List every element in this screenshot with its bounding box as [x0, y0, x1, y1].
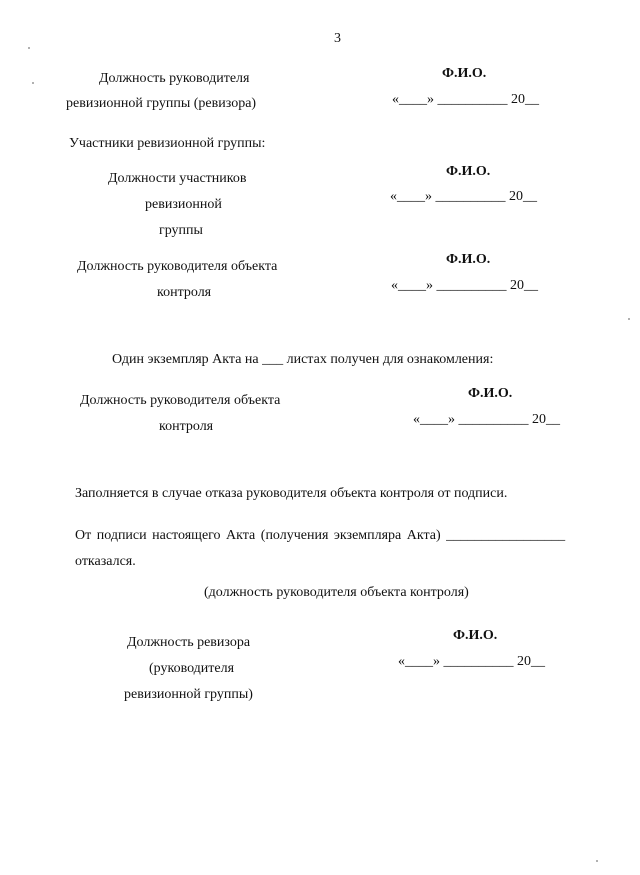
- scan-speck: [628, 318, 630, 320]
- scan-speck: [32, 82, 34, 84]
- scan-speck: [596, 860, 598, 862]
- participants-position-line3: группы: [159, 223, 203, 238]
- recipient-position-line2: контроля: [159, 419, 214, 434]
- refusal-statement-line2: отказался.: [75, 554, 136, 569]
- head-position-line1: Должность руководителя: [99, 71, 250, 86]
- auditor-position-line2: (руководителя: [149, 661, 235, 676]
- refusal-note: Заполняется в случае отказа руководителя объекта контроля от подписи.: [75, 486, 508, 501]
- auditor-date-field: «____» __________ 20__: [398, 654, 545, 669]
- auditor-position-line3: ревизионной группы): [124, 687, 253, 702]
- page-number: 3: [334, 31, 341, 46]
- refusal-statement-line1: От подписи настоящего Акта (получения экземпляра Акта) _________________: [75, 528, 566, 543]
- recipient-date-field: «____» __________ 20__: [413, 412, 560, 427]
- recipient-fio-label: Ф.И.О.: [468, 386, 513, 401]
- object-head-date-field: «____» __________ 20__: [391, 278, 538, 293]
- object-head-position-line2: контроля: [157, 285, 212, 300]
- head-date-field: «____» __________ 20__: [392, 92, 539, 107]
- object-head-fio-label: Ф.И.О.: [446, 252, 491, 267]
- copy-received-text: Один экземпляр Акта на ___ листах получен для ознакомления:: [112, 352, 494, 367]
- refusal-position-caption: (должность руководителя объекта контроля): [204, 585, 469, 600]
- recipient-position-line1: Должность руководителя объекта: [80, 393, 281, 408]
- participants-date-field: «____» __________ 20__: [390, 189, 537, 204]
- head-position-line2: ревизионной группы (ревизора): [66, 96, 257, 111]
- participants-position-line2: ревизионной: [145, 197, 222, 212]
- scan-speck: [28, 47, 30, 49]
- participants-fio-label: Ф.И.О.: [446, 164, 491, 179]
- participants-title: Участники ревизионной группы:: [69, 136, 266, 151]
- object-head-position-line1: Должность руководителя объекта: [77, 259, 278, 274]
- participants-position-line1: Должности участников: [108, 171, 247, 186]
- head-fio-label: Ф.И.О.: [442, 66, 487, 81]
- auditor-position-line1: Должность ревизора: [127, 635, 251, 650]
- auditor-fio-label: Ф.И.О.: [453, 628, 498, 643]
